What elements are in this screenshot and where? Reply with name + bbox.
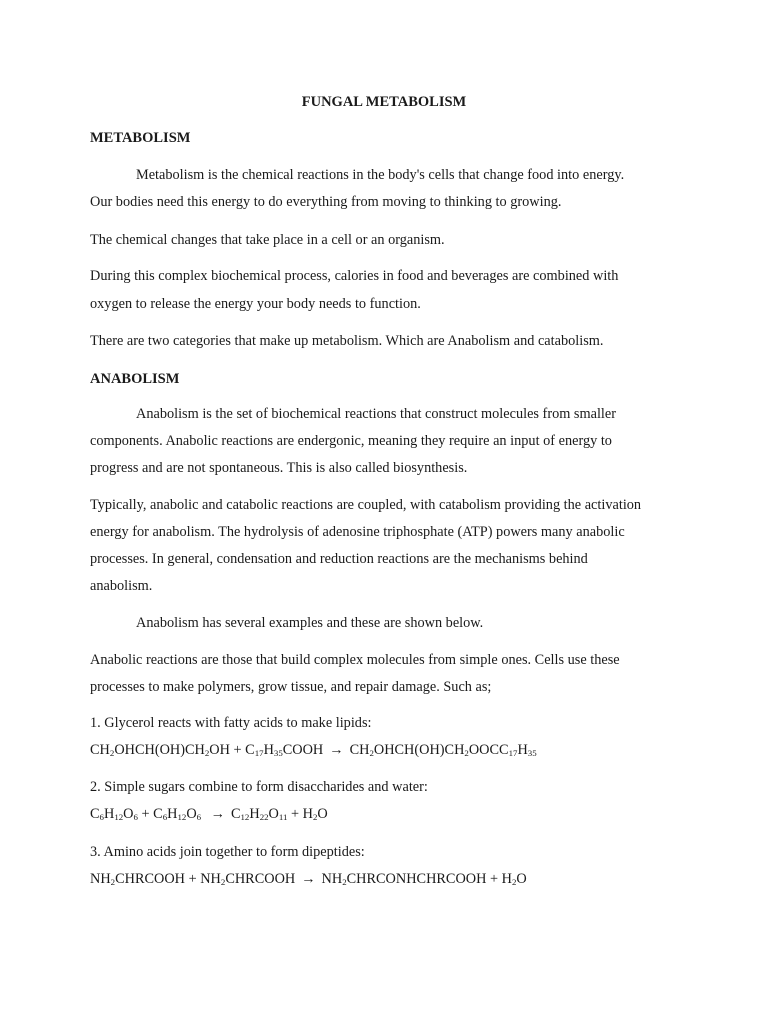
subscript: 6 (196, 812, 202, 823)
formula-text: H (517, 742, 528, 758)
formula-text: O (186, 806, 197, 822)
formula-text: OHCH(OH)CH (373, 742, 465, 758)
formula-text: H (249, 806, 260, 822)
formula-text: CHRCOOH (225, 871, 296, 887)
subscript: 12 (240, 812, 250, 823)
formula-text: H (263, 742, 274, 758)
anabolism-paragraph-1-line-1: Anabolism is the set of biochemical reactions that construct molecules from smaller (136, 406, 616, 422)
anabolism-paragraph-2-line-1: Typically, anabolic and catabolic reactions are coupled, with catabolism providing the activation (90, 497, 642, 513)
subscript: 6 (133, 812, 138, 823)
subscript: 2 (369, 748, 374, 759)
subscript: 6 (162, 812, 168, 823)
metabolism-paragraph-3-line-1: During this complex biochemical process, calories in food and beverages are combined with (90, 268, 619, 284)
example-2-equation (90, 806, 328, 823)
subscript: 12 (114, 812, 124, 823)
formula-text: NH (321, 871, 343, 887)
formula-text: C (230, 806, 241, 822)
reaction-arrow: → (301, 871, 316, 887)
example-2-label: 2. Simple sugars combine to form disaccharides and water: (90, 779, 428, 795)
formula-text: H (103, 806, 115, 822)
anabolism-paragraph-1-line-3: progress and are not spontaneous. This is also called biosynthesis. (90, 460, 468, 476)
formula-text: O (317, 806, 328, 822)
subscript: 17 (254, 748, 264, 759)
anabolism-paragraph-3: Anabolism has several examples and these are shown below. (136, 615, 484, 631)
subscript: 2 (110, 877, 116, 888)
subscript: 2 (511, 877, 517, 888)
subscript: 22 (259, 812, 269, 823)
metabolism-paragraph-4: There are two categories that make up metabolism. Which are Anabolism and catabolism. (90, 333, 604, 349)
formula-text: C (90, 806, 100, 822)
formula-text: H (167, 806, 178, 822)
subscript: 17 (508, 748, 518, 759)
subscript: 2 (312, 812, 318, 823)
reaction-arrow: → (329, 742, 344, 758)
subscript: 2 (204, 748, 210, 759)
metabolism-paragraph-1-line-2: Our bodies need this energy to do everything from moving to thinking to growing. (90, 194, 562, 210)
anabolism-paragraph-4-line-2: processes to make polymers, grow tissue, and repair damage. Such as; (90, 679, 492, 695)
anabolism-paragraph-4-line-1: Anabolic reactions are those that build complex molecules from simple ones. Cells use these (90, 652, 620, 668)
formula-text: CHRCONHCHRCOOH + H (346, 871, 512, 887)
formula-text: OOCC (468, 742, 509, 758)
formula-text: O (123, 806, 134, 822)
subscript: 2 (109, 748, 115, 759)
formula-text: NH (90, 871, 111, 887)
formula-text (201, 806, 205, 822)
formula-text: O (516, 871, 527, 887)
anabolism-paragraph-2-line-2: energy for anabolism. The hydrolysis of adenosine triphosphate (ATP) powers many anabolic (90, 524, 625, 540)
document-title: FUNGAL METABOLISM (301, 94, 467, 110)
formula-text: O (268, 806, 279, 822)
subscript: 12 (177, 812, 187, 823)
metabolism-paragraph-1-line-1: Metabolism is the chemical reactions in the body's cells that change food into energy. (136, 167, 625, 183)
anabolism-paragraph-2-line-3: processes. In general, condensation and reduction reactions are the mechanisms behind (90, 551, 588, 567)
subscript: 35 (527, 748, 537, 759)
reaction-arrow: → (210, 806, 225, 822)
metabolism-paragraph-3-line-2: oxygen to release the energy your body needs to function. (90, 296, 421, 312)
formula-text: CH (349, 742, 370, 758)
metabolism-paragraph-2: The chemical changes that take place in a cell or an organism. (90, 232, 445, 248)
subscript: 11 (278, 812, 288, 823)
formula-text: + H (287, 806, 313, 822)
subscript: 2 (464, 748, 469, 759)
formula-text: COOH (282, 742, 324, 758)
formula-text: + C (137, 806, 163, 822)
metabolism-heading: METABOLISM (90, 130, 191, 146)
subscript: 35 (273, 748, 283, 759)
formula-text: OH + C (209, 742, 255, 758)
anabolism-heading: ANABOLISM (90, 371, 180, 387)
anabolism-paragraph-1-line-2: components. Anabolic reactions are endergonic, meaning they require an input of energy to (90, 433, 612, 449)
formula-text: OHCH(OH)CH (114, 742, 205, 758)
example-1-equation (90, 742, 537, 759)
subscript: 2 (220, 877, 226, 888)
example-3-equation (90, 871, 527, 888)
anabolism-paragraph-2-line-4: anabolism. (90, 578, 153, 594)
formula-text: CH (90, 742, 110, 758)
example-3-label: 3. Amino acids join together to form dipeptides: (90, 844, 365, 860)
formula-text: CHRCOOH + NH (115, 871, 221, 887)
subscript: 2 (342, 877, 347, 888)
subscript: 6 (99, 812, 104, 823)
example-1-label: 1. Glycerol reacts with fatty acids to make lipids: (90, 715, 372, 731)
